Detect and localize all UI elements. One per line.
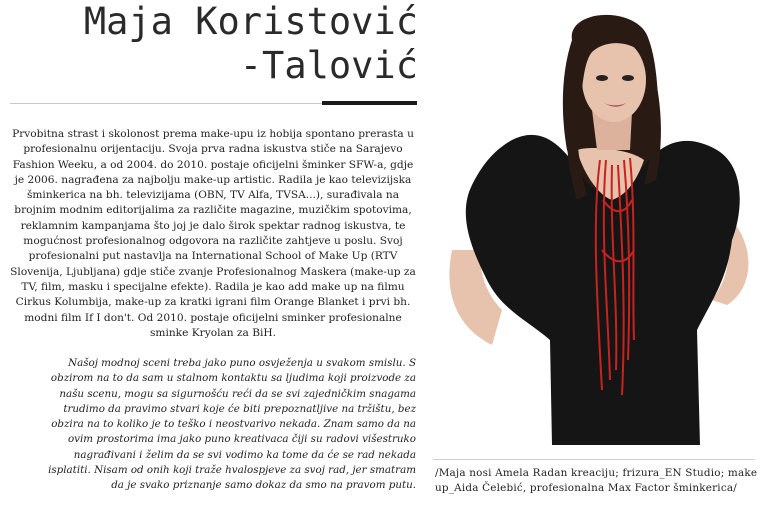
title-divider-thick [322,101,417,105]
title-line-2: -Talović [239,44,418,87]
portrait-photo [432,0,770,445]
caption-divider [433,459,755,460]
title-line-1: Maja Koristović [83,0,418,43]
page-title [84,0,418,88]
quote-paragraph: Našoj modnoj sceni treba jako puno osvježenja u svakom smislu. S obzirom na to da sam u stalnom kontaktu sa ljudima koji proizvode za našu scenu, mogu sa sigurnošću reći da se svi zajedničkim snagama trudimo da pravimo stvari koje će biti prepoznatljive na tržištu, bez obzira na to koliko je to teško i neostvarivo nekada. Znam samo da na ovim prostorima ima jako puno kreativaca čiji su radovi višestruko nagrađivani i želim da se svi vodimo ka tome da će se rad nekada isplatiti. Nisam od onih koji traže hvalospjeve za svoj rad, jer smatram da je svako priznanje samo dokaz da smo na pravom putu. [48,357,416,492]
photo-caption: /Maja nosi Amela Radan kreaciju; frizura_EN Studio; make up_Aida Čelebić, profesionalna Max Factor šminkerica/ [435,467,758,494]
bio-paragraph: Prvobitna strast i skolonost prema make-upu iz hobija spontano prerasta u profesionalnu orijentaciju. Svoja prva radna iskustva stiče na Sarajevo Fashion Weeku, a od 2004. do 2010. postaje oficijelni šminker SFW-a, gdje je 2006. nagrađena za najbolju make-up artistic. Radila je kao televizijska šminkerica na bh. televizijama (OBN, TV Alfa, TVSA...), surađivala na brojnim modnim editorijalima za različite magazine, muzičkim spotovima, reklamnim kampanjama što joj je dalo širok spektar radnog iskustva, te mogućnost profesionalnog odgovora na različite zahtjeve u poslu. Svoj profesionalni put nastavlja na International School of Make Up (RTV Slovenija, Ljubljana) gdje stiče zvanje Profesionalnog Maskera (make-up za TV, film, masku i specijalne efekte). Radila je kao add make up na filmu Cirkus Kolumbija, make-up za kratki igrani film Orange Blanket i prvi bh. modni film If I don't. Od 2010. postaje oficijelni sminker profesionalne sminke Kryolan za BiH. [10,128,416,339]
portrait-illustration [432,0,770,445]
title-divider-thin [10,103,322,104]
